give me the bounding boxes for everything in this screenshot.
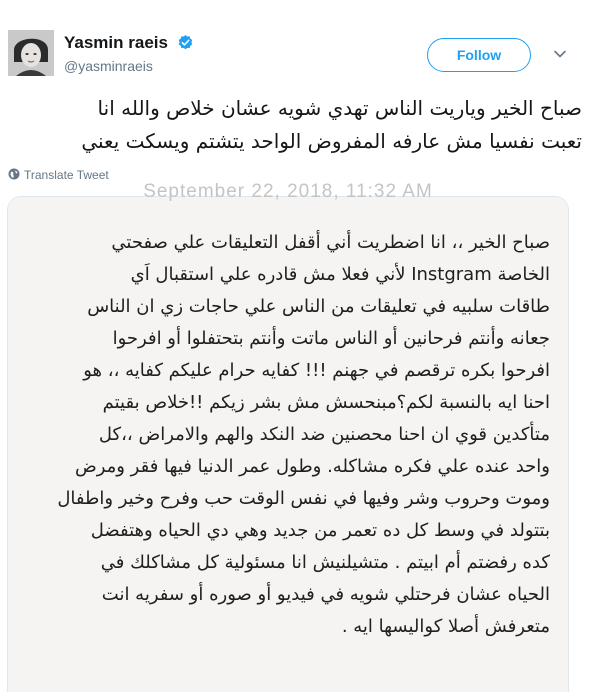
note-line: صباح الخير ،، انا اضطريت أني أقفل التعليقات علي صفحتي bbox=[111, 232, 550, 253]
display-name[interactable]: Yasmin raeis bbox=[64, 33, 168, 52]
user-handle[interactable]: @yasminraeis bbox=[64, 58, 153, 74]
note-line: طاقات سلبيه في تعليقات من الناس علي حاجات زي ان الناس bbox=[87, 296, 550, 317]
note-line: وموت وحروب وشر وفيها في نفس الوقت حب وفرح وخير واطفال bbox=[57, 488, 550, 509]
note-line: افرحوا بكره ترقصم في جهنم !!! كفايه حرام عليكم كفايه ،، هو bbox=[83, 360, 550, 381]
chevron-down-icon[interactable] bbox=[553, 47, 567, 61]
tweet-text bbox=[12, 92, 582, 158]
note-line: بتتولد في وسط كل ده تعمر من جديد وهي دي الحياه وهتفضل bbox=[90, 520, 550, 541]
globe-icon bbox=[8, 168, 20, 180]
tweet-line: صباح الخير وياريت الناس تهدي شويه عشان خلاص والله انا bbox=[97, 96, 582, 120]
note-line: الخاصة Instgram لأني فعلا مش قادره علي استقبال اَي bbox=[130, 264, 550, 285]
translate-label[interactable]: Translate Tweet bbox=[24, 168, 109, 182]
tweet-header bbox=[0, 0, 594, 92]
note-line: متعرفش أصلا كواليسها ايه . bbox=[341, 616, 550, 637]
note-line: واحد عنده علي فكره مشاكله. وطول عمر الدنيا فيها فقر ومرض bbox=[74, 456, 550, 477]
follow-button[interactable]: Follow bbox=[427, 38, 531, 72]
note-date: September 22, 2018, 11:32 AM bbox=[143, 181, 433, 202]
note-line: الحياه عشان فرحتلي شويه في فيديو أو صوره أو سفريه انت bbox=[101, 584, 550, 605]
verified-badge-icon bbox=[177, 34, 194, 51]
avatar[interactable] bbox=[8, 30, 54, 76]
note-line: كده رفضتم أم ابيتم . متشيلنيش انا مسئولية كل مشاكلك في bbox=[100, 552, 550, 573]
note-line: احنا ايه بالنسبة لكم؟مبنحسش مش بشر زيكم !!خلاص بقيتم bbox=[102, 392, 550, 413]
tweet-line: تعبت نفسيا مش عارفه المفروض الواحد يتشتم ويسكت يعني bbox=[81, 129, 582, 153]
note-screenshot-image[interactable] bbox=[7, 181, 569, 692]
note-line: جعانه وأنتم فرحانين أو الناس ماتت وأنتم بتحتفلوا أو افرحوا bbox=[112, 328, 550, 349]
note-text bbox=[30, 227, 550, 643]
note-line: متأكدين قوي ان احنا محصنين ضد النكد والهم والامراض ،،كل bbox=[98, 424, 550, 445]
